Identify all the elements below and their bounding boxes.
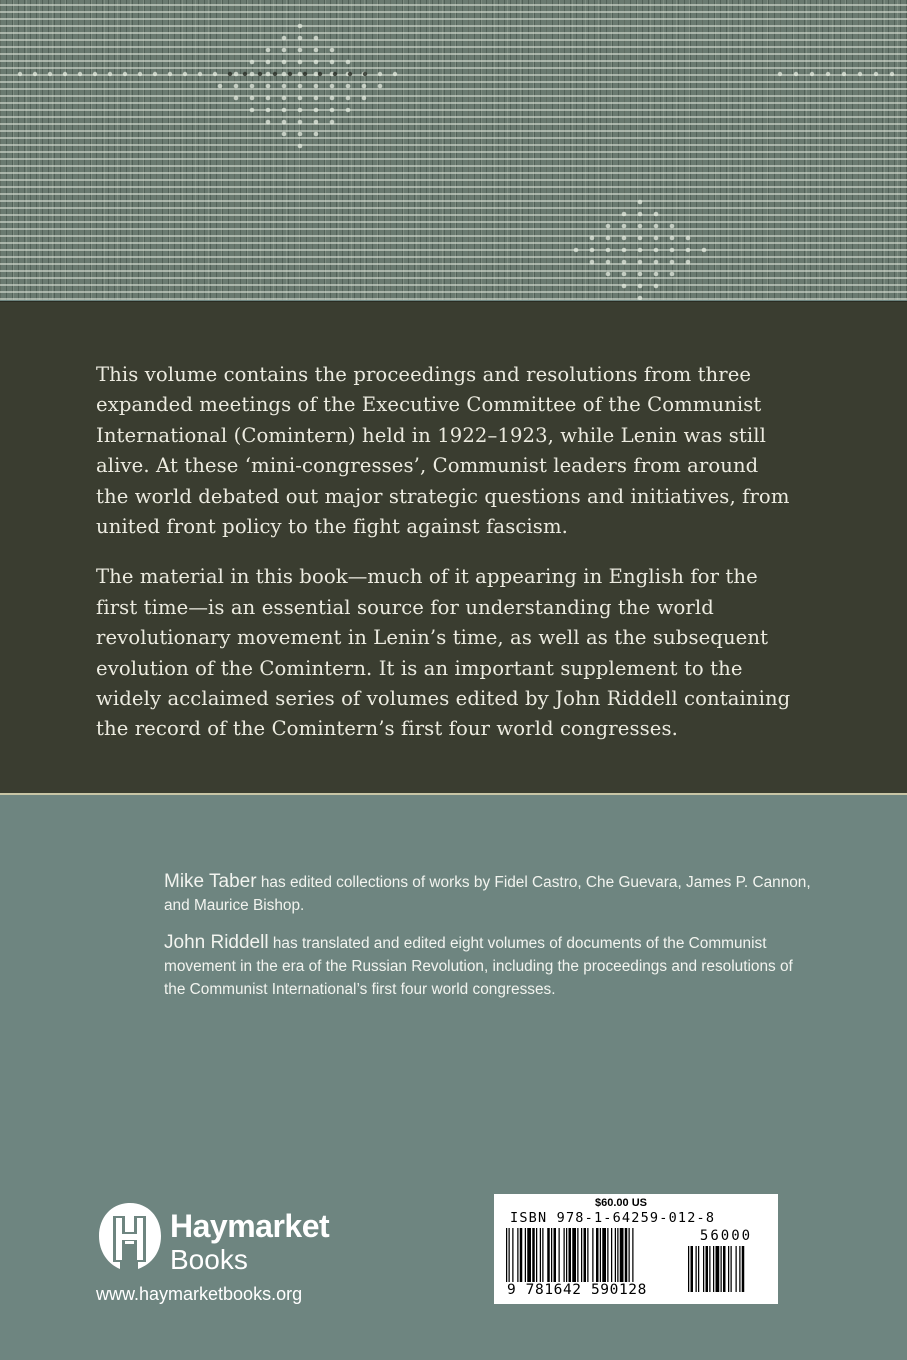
description-paragraph-1: This volume contains the proceedings and resolutions from three expanded meetings of the Executive Committee of the Communist International (Comintern) held in 1922–1923, while Lenin was still alive. At these ‘mini-congresses’, Communist leaders from around the world debated out major strategic questions and initiatives, from united front policy to the fight against fascism. [96,363,790,539]
texture-dot-pattern [0,0,907,300]
price-addon-barcode [686,1246,766,1292]
author-name: John Riddell [164,932,269,953]
haymarket-h-logo-icon [96,1200,164,1272]
author-bio-text: has edited collections of works by Fidel Castro, Che Guevara, James P. Cannon, and Maurice Bishop. [164,874,811,914]
description-paragraph-2: The material in this book—much of it appearing in English for the first time—is an essential source for understanding the world revolutionary movement in Lenin’s time, as well as the subsequent evolution of the Comintern. It is an important supplement to the widely acclaimed series of volumes edited by John Riddell containing the record of the Comintern’s first four world congresses. [96,565,791,741]
cover-texture-band [0,0,907,300]
author-bio [164,870,814,917]
price-label: $60.00 US [595,1197,647,1209]
author-name: Mike Taber [164,871,257,892]
ean-barcode [504,1228,680,1290]
author-bio [164,931,814,1001]
isbn-barcode-block [494,1194,778,1304]
publisher-name: Haymarket [170,1208,330,1244]
publisher-name-line-2: Books [170,1244,248,1275]
ean-digits: 9 781642 590128 [507,1282,647,1298]
band-divider [0,793,907,795]
author-bios [164,870,814,1015]
price-addon-digits: 56000 [699,1228,753,1244]
author-bio-text: has translated and edited eight volumes of documents of the Communist movement in the era of the Russian Revolution, including the proceedings and resolutions of the Communist International’s first four world congresses. [164,935,793,998]
isbn-text: ISBN 978-1-64259-012-8 [510,1210,716,1226]
publisher-url: www.haymarketbooks.org [96,1284,303,1304]
publisher-logo [96,1200,396,1310]
book-description [96,360,796,765]
